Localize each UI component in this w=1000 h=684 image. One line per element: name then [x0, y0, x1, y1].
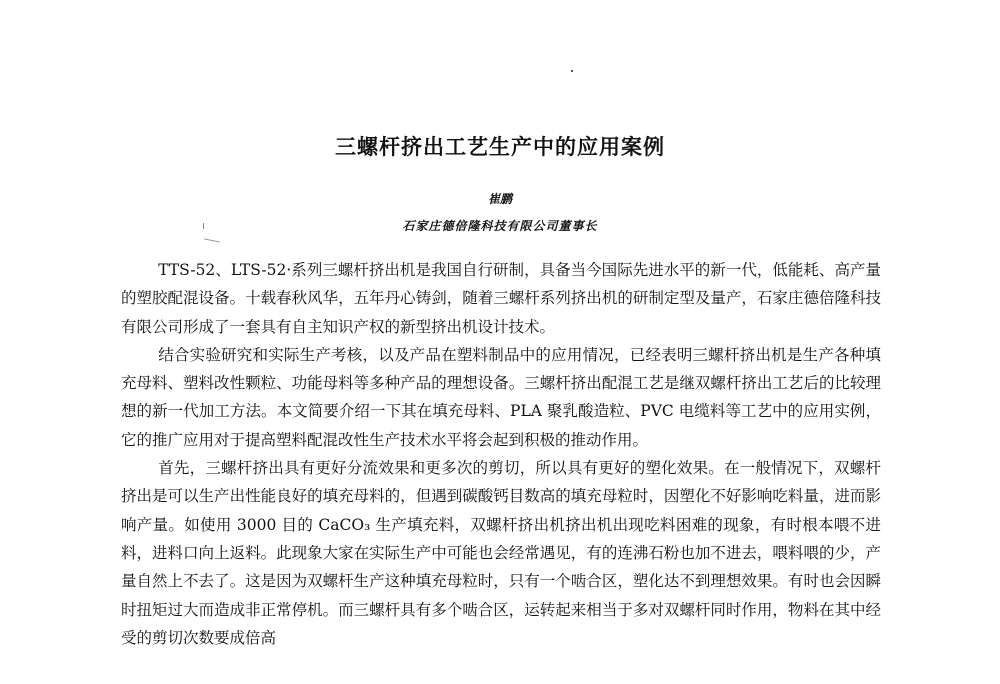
body-text: [121, 256, 881, 652]
paragraph: 结合实验研究和实际生产考核，以及产品在塑料制品中的应用情况，已经表明三螺杆挤出机是生产各种填充母料、塑料改性颗粒、功能母料等多种产品的理想设备。三螺杆挤出配混工艺是继双螺杆挤出工艺后的比较理想的新一代加工方法。本文简要介绍一下其在填充母料、PLA 聚乳酸造粒、PVC 电缆料等工艺中的应用实例，它的推广应用对于提高塑料配混改性生产技术水平将会起到积极的推动作用。: [121, 345, 881, 449]
scan-speck: [571, 70, 573, 72]
author-name: 崔鹏: [487, 192, 512, 206]
author-affiliation: 石家庄德倍隆科技有限公司董事长: [402, 219, 598, 233]
paragraph: 首先，三螺杆挤出具有更好分流效果和更多次的剪切，所以具有更好的塑化效果。在一般情况下，双螺杆挤出是可以生产出性能良好的填充母料的，但遇到碳酸钙目数高的填充母粒时，因塑化不好影响吃料量，进而影响产量。如使用 3000 目的 CaCO₃ 生产填充料，双螺杆挤出机挤出机出现吃料困难的现象，有时根本喂不进料，进料口向上返料。此现象大家在实际生产中可能也会经常遇见，有的连沸石粉也加不进去，喂料喂的少，产量自然上不去了。这是因为双螺杆生产这种填充母粒时，只有一个啮合区，塑化达不到理想效果。有时也会因瞬时扭矩过大而造成非正常停机。而三螺杆具有多个啮合区，运转起来相当于多对双螺杆同时作用，物料在其中经受的剪切次数要成倍高: [121, 459, 881, 647]
page-title: 三螺杆挤出工艺生产中的应用案例: [335, 135, 665, 159]
paragraph: TTS-52、LTS-52·系列三螺杆挤出机是我国自行研制，具备当今国际先进水平的新一代，低能耗、高产量的塑胶配混设备。十载春秋风华，五年丹心铸剑，随着三螺杆系列挤出机的研制定型及量产，石家庄德倍隆科技有限公司形成了一套具有自主知识产权的新型挤出机设计技术。: [121, 261, 881, 336]
scan-speck: [204, 238, 220, 242]
